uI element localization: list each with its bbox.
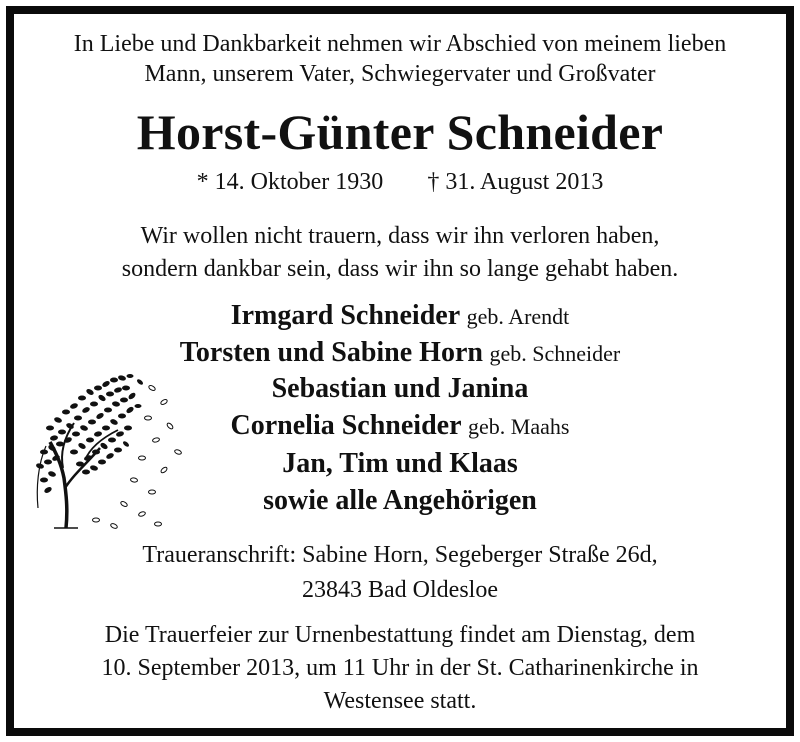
family-name: Sebastian und Janina (271, 373, 529, 404)
ceremony-line-1: Die Trauerfeier zur Urnenbestattung findet am Dienstag, dem (104, 622, 696, 648)
address-line-2: 23843 Bad Oldesloe (302, 577, 498, 603)
deceased-name: Horst-Günter Schneider (136, 104, 664, 160)
intro-line-2: Mann, unserem Vater, Schwiegervater und Großvater (144, 61, 656, 87)
family-name: Irmgard Schneider (230, 300, 461, 331)
family-name: Cornelia Schneider (230, 410, 462, 441)
ceremony-line-3: Westensee statt. (323, 688, 477, 714)
quote-line-2: sondern dankbar sein, dass wir ihn so lange gehabt haben. (121, 256, 679, 282)
family-nee: geb. Schneider (489, 341, 621, 366)
family-name: Torsten und Sabine Horn (179, 337, 483, 368)
family-name: sowie alle Angehörigen (263, 485, 537, 516)
family-member (0, 300, 800, 333)
family-nee: geb. Maahs (468, 414, 570, 439)
intro-line-1: In Liebe und Dankbarkeit nehmen wir Abschied von meinem lieben (73, 31, 727, 57)
life-dates (0, 167, 800, 197)
family-member (0, 337, 800, 370)
family-nee: geb. Arendt (466, 304, 570, 329)
tree-icon (30, 368, 190, 534)
ceremony-line-2: 10. September 2013, um 11 Uhr in der St. Catharinenkirche in (101, 655, 699, 681)
quote-line-1: Wir wollen nicht trauern, dass wir ihn verloren haben, (140, 223, 660, 249)
death-date: † 31. August 2013 (427, 169, 604, 195)
family-name: Jan, Tim und Klaas (282, 448, 518, 479)
birth-date: * 14. Oktober 1930 (196, 169, 384, 195)
address-line-1: Traueranschrift: Sabine Horn, Segeberger Straße 26d, (142, 542, 658, 568)
